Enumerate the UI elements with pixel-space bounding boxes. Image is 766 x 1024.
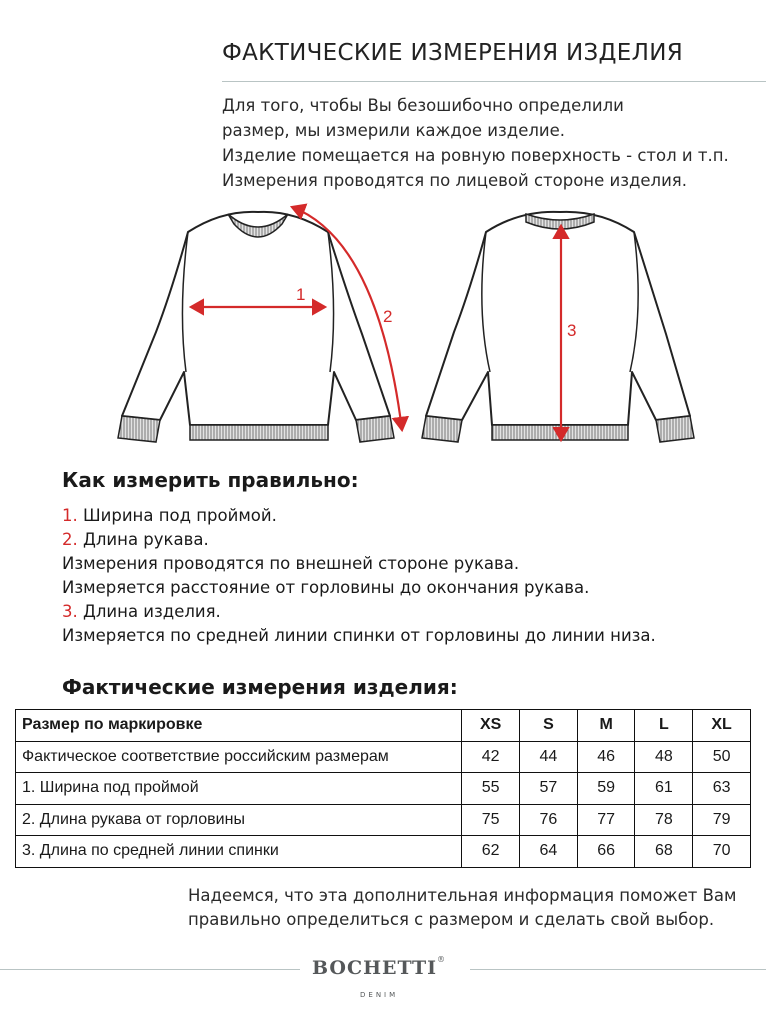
howto-item-3-text: Длина изделия. [77, 602, 221, 621]
table-row [16, 804, 751, 836]
note-line-1: Надеемся, что эта дополнительная информация поможет Вам [188, 886, 737, 905]
cell-value: 79 [693, 804, 751, 836]
intro-line-2: размер, мы измерили каждое изделие. [222, 121, 566, 140]
row-label: 1. Ширина под проймой [16, 773, 462, 805]
title-divider [222, 81, 766, 82]
cell-value: 59 [577, 773, 635, 805]
cell-value: 48 [635, 741, 693, 773]
size-header-l: L [635, 710, 693, 742]
cell-value: 46 [577, 741, 635, 773]
size-header-xs: XS [462, 710, 520, 742]
size-header-m: M [577, 710, 635, 742]
size-header-s: S [520, 710, 578, 742]
howto-item-3-number: 3. [62, 602, 78, 621]
brand-registered-mark: ® [437, 955, 447, 964]
cell-value: 64 [520, 836, 578, 868]
cell-value: 78 [635, 804, 693, 836]
measure-label-1: 1 [296, 285, 306, 304]
row-label: Фактическое соответствие российским размерам [16, 741, 462, 773]
row-label: 3. Длина по средней линии спинки [16, 836, 462, 868]
howto-item-3 [62, 602, 221, 621]
howto-item-1 [62, 506, 277, 525]
table-row [16, 773, 751, 805]
cell-value: 44 [520, 741, 578, 773]
cell-value: 76 [520, 804, 578, 836]
howto-item-3-line-2: Измеряется по средней линии спинки от горловины до линии низа. [62, 626, 656, 645]
brand-subtitle: DENIM [360, 991, 399, 999]
measure-label-2: 2 [383, 307, 393, 326]
brand-name: BOCHETTI [312, 957, 438, 979]
intro-line-1: Для того, чтобы Вы безошибочно определили [222, 96, 624, 115]
cell-value: 70 [693, 836, 751, 868]
howto-item-1-number: 1. [62, 506, 78, 525]
cell-value: 68 [635, 836, 693, 868]
howto-heading: Как измерить правильно: [62, 468, 359, 492]
cell-value: 63 [693, 773, 751, 805]
table-header-label: Размер по маркировке [16, 710, 462, 742]
howto-item-2 [62, 530, 209, 549]
footer-divider-right [470, 969, 766, 970]
howto-item-2-text: Длина рукава. [77, 530, 209, 549]
cell-value: 62 [462, 836, 520, 868]
cell-value: 75 [462, 804, 520, 836]
intro-line-3: Изделие помещается на ровную поверхность - стол и т.п. [222, 146, 729, 165]
table-row [16, 741, 751, 773]
table-header-row [16, 710, 751, 742]
cell-value: 55 [462, 773, 520, 805]
cell-value: 77 [577, 804, 635, 836]
page-title: ФАКТИЧЕСКИЕ ИЗМЕРЕНИЯ ИЗДЕЛИЯ [222, 40, 684, 66]
size-table [15, 709, 751, 868]
size-header-xl: XL [693, 710, 751, 742]
sweatshirt-front [118, 207, 402, 442]
cell-value: 42 [462, 741, 520, 773]
howto-item-2-line-3: Измеряется расстояние от горловины до окончания рукава. [62, 578, 590, 597]
table-heading: Фактические измерения изделия: [62, 675, 458, 699]
footer-divider-left [0, 969, 300, 970]
row-label: 2. Длина рукава от горловины [16, 804, 462, 836]
intro-line-4: Измерения проводятся по лицевой стороне изделия. [222, 171, 687, 190]
sweatshirt-measurement-diagram [0, 190, 766, 460]
cell-value: 57 [520, 773, 578, 805]
howto-item-2-number: 2. [62, 530, 78, 549]
cell-value: 50 [693, 741, 751, 773]
brand-logo [312, 957, 446, 979]
cell-value: 66 [577, 836, 635, 868]
cell-value: 61 [635, 773, 693, 805]
sweatshirt-back [422, 212, 694, 442]
howto-item-2-line-2: Измерения проводятся по внешней стороне рукава. [62, 554, 520, 573]
howto-item-1-text: Ширина под проймой. [77, 506, 277, 525]
table-row [16, 836, 751, 868]
measure-label-3: 3 [567, 321, 577, 340]
note-line-2: правильно определиться с размером и сделать свой выбор. [188, 910, 715, 929]
